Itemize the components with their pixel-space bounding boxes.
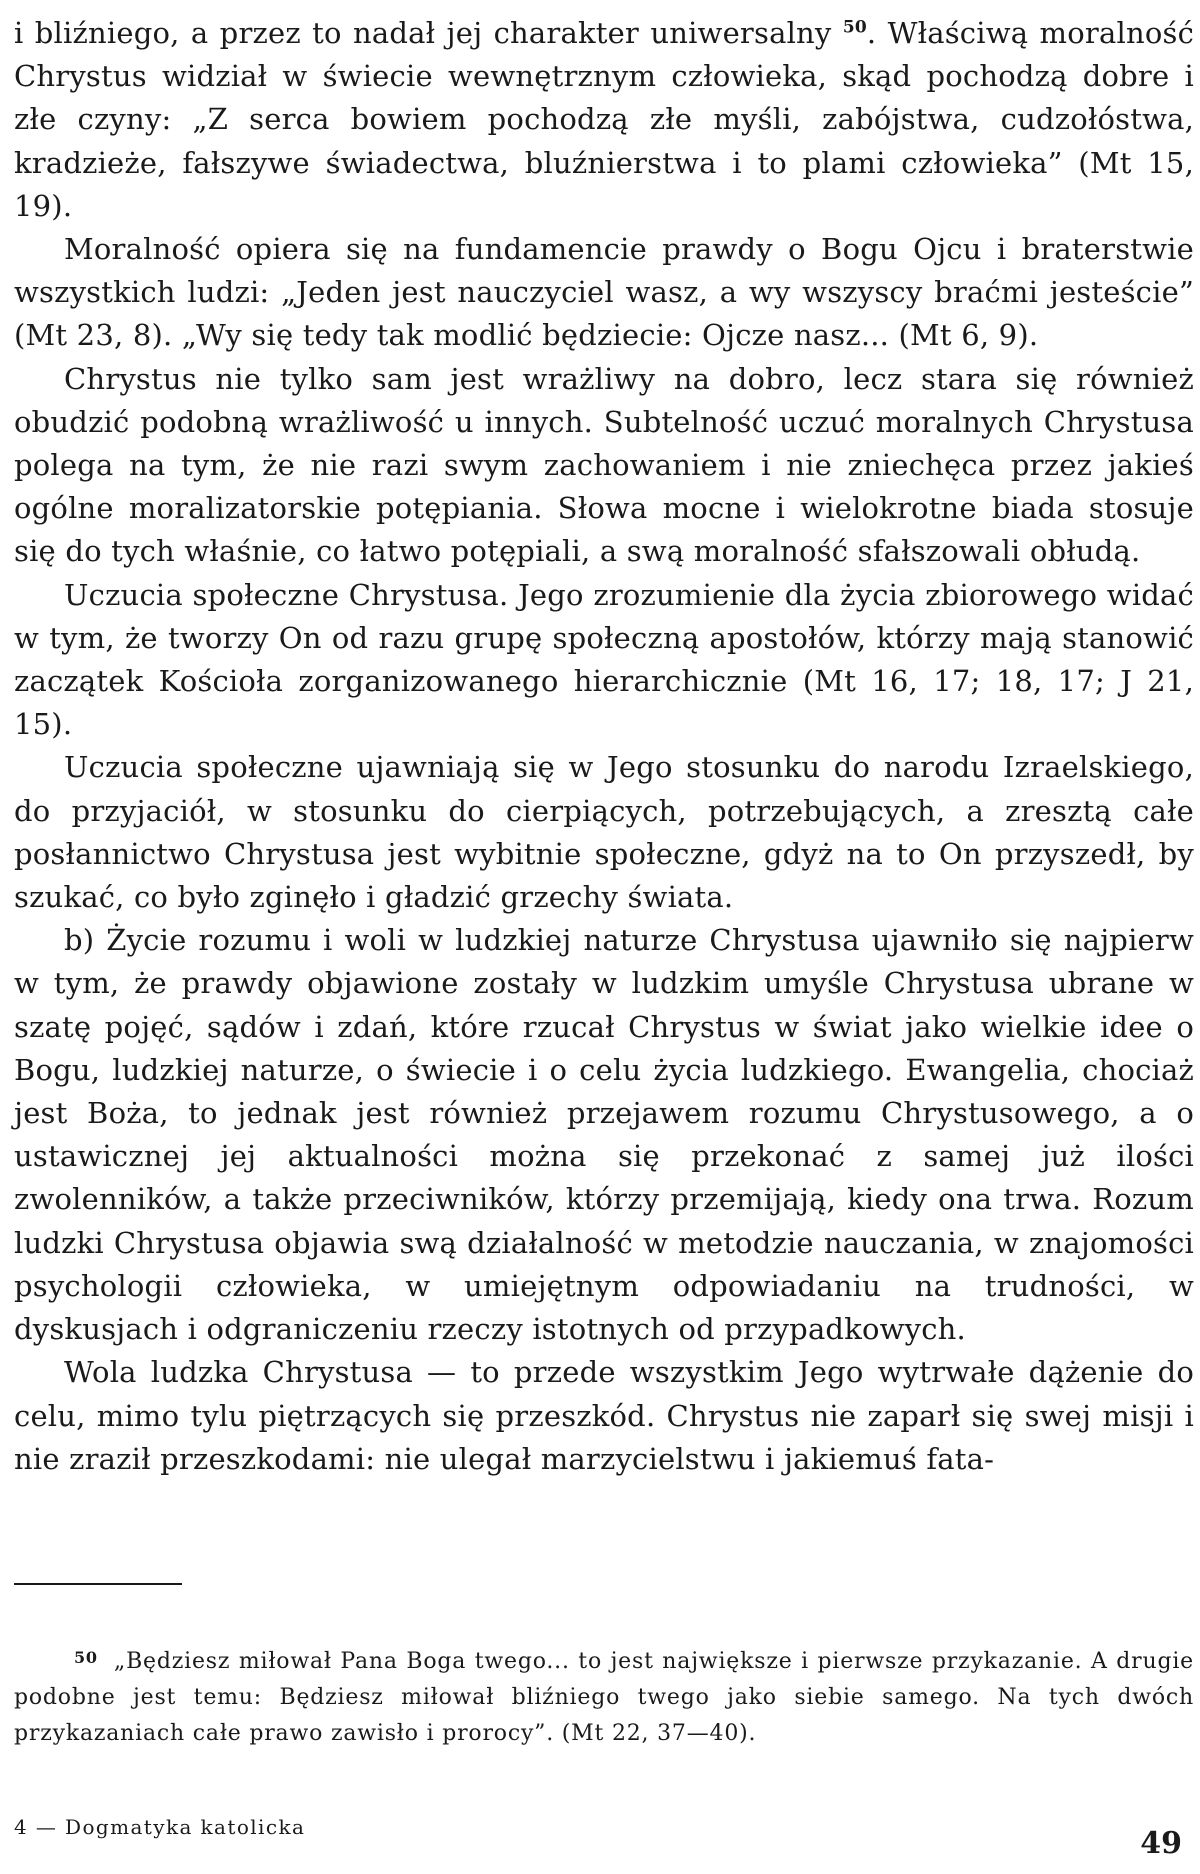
- paragraph-2: Moralność opiera się na fundamencie prawdy o Bogu Ojcu i braterstwie wszystkich ludzi: „Jeden jest nauczyciel wasz, a wy wszyscy braćmi jesteście” (Mt 23, 8). „Wy się tedy tak modlić będziecie: Ojcze nasz... (Mt 6, 9).: [14, 232, 1194, 353]
- footnote: [14, 1640, 1194, 1752]
- paragraph-3: Chrystus nie tylko sam jest wrażliwy na dobro, lecz stara się również obudzić podobną wrażliwość u innych. Subtelność uczuć moralnych Chrystusa polega na tym, że nie razi swym zachowaniem i nie zniechęca przez jakieś ogólne moralizatorskie potępiania. Słowa mocne i wielokrotne biada stosuje się do tych właśnie, co łatwo potępiali, a swą moralność sfałszowali obłudą.: [14, 361, 1194, 569]
- page-number: 49: [1140, 1826, 1182, 1861]
- paragraph-5: Uczucia społeczne ujawniają się w Jego stosunku do narodu Izraelskiego, do przyjaciół, w stosunku do cierpiących, potrzebujących, a zresztą całe posłannictwo Chrystusa jest wybitnie społeczne, gdyż na to On przyszedł, by szukać, co było zginęło i gładzić grzechy świata.: [14, 750, 1194, 915]
- paragraph-6: b) Życie rozumu i woli w ludzkiej naturze Chrystusa ujawniło się najpierw w tym, że prawdy objawione zostały w ludzkim umyśle Chrystusa ubrane w szatę pojęć, sądów i zdań, które rzucał Chrystus w świat jako wielkie idee o Bogu, ludzkiej naturze, o świecie i o celu życia ludzkiego. Ewangelia, chociaż jest Boża, to jednak jest również przejawem rozumu Chrystusowego, a o ustawicznej jej aktualności można się przekonać z samej już ilości zwolenników, a także przeciwników, którzy przemijają, kiedy ona trwa. Rozum ludzki Chrystusa objawia swą działalność w metodzie nauczania, w znajomości psychologii człowieka, w umiejętnym odpowiadaniu na trudności, w dyskusjach i odgraniczeniu rzeczy istotnych od przypadkowych.: [14, 923, 1194, 1347]
- paragraph-1-lead: i bliźniego, a przez to nadał jej charakter uniwersalny: [14, 16, 843, 50]
- paragraph-4: Uczucia społeczne Chrystusa. Jego zrozumienie dla życia zbiorowego widać w tym, że tworzy On od razu grupę społeczną apostołów, którzy mają stanowić zaczątek Kościoła zorganizowanego hierarchicznie (Mt 16, 17; 18, 17; J 21, 15).: [14, 577, 1194, 742]
- footnote-text: „Będziesz miłował Pana Boga twego... to jest największe i pierwsze przykazanie. A drugie podobne jest temu: Będziesz miłował bliźniego twego jako siebie samego. Na tych dwóch przykazaniach całe prawo zawisło i prorocy”. (Mt 22, 37—40).: [14, 1649, 1194, 1746]
- footnote-reference: 50: [842, 17, 867, 38]
- printer-signature: 4 — Dogmatyka katolicka: [14, 1815, 306, 1839]
- footnote-number: 50: [74, 1648, 98, 1667]
- footnote-separator: [14, 1583, 182, 1585]
- body-text: [14, 12, 1194, 1481]
- paragraph-7: Wola ludzka Chrystusa — to przede wszystkim Jego wytrwałe dążenie do celu, mimo tylu piętrzących się przeszkód. Chrystus nie zaparł się swej misji i nie zraził przeszkodami: nie ulegał marzycielstwu i jakiemuś fata-: [14, 1355, 1194, 1476]
- paragraph-1: [14, 12, 1194, 228]
- paragraph-1-rest: . Właściwą moralność Chrystus widział w świecie wewnętrznym człowieka, skąd pochodzą dobre i złe czyny: „Z serca bowiem pochodzą złe myśli, zabójstwa, cudzołóstwa, kradzieże, fałszywe świadectwa, bluźnierstwa i to plami człowieka” (Mt 15, 19).: [14, 16, 1195, 223]
